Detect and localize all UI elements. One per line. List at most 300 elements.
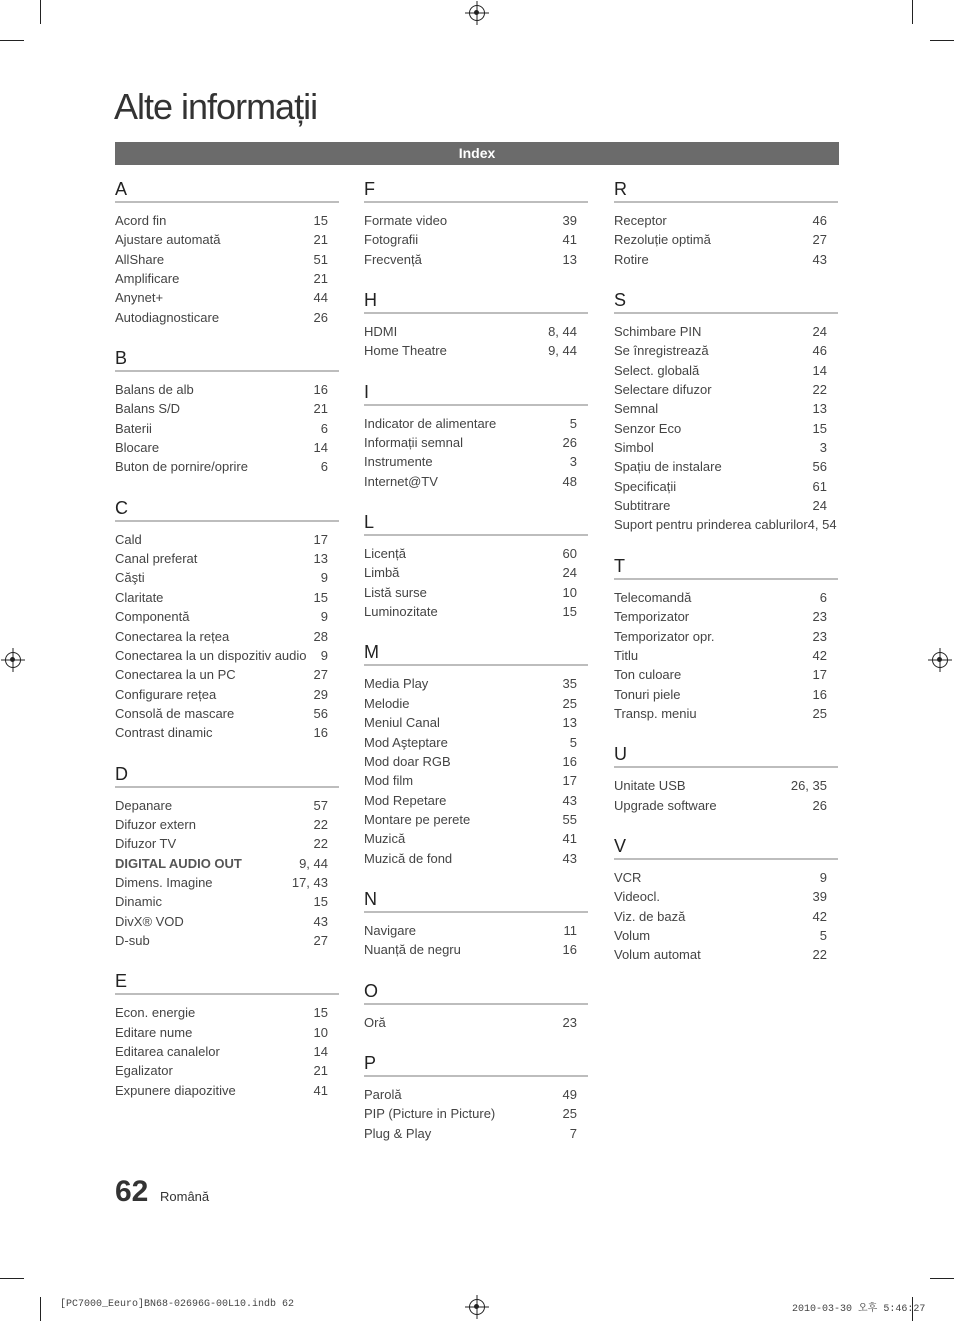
index-entry-pages: 27	[313, 667, 328, 683]
index-entry-pages: 25	[562, 695, 577, 711]
index-entry-pages: 23	[812, 609, 827, 625]
index-entry-term: Informații semnal	[364, 435, 463, 451]
index-entry-term: Senzor Eco	[614, 420, 682, 436]
index-entry-term: Editare nume	[115, 1024, 193, 1040]
index-entry	[115, 1081, 339, 1100]
index-entry	[614, 887, 838, 906]
index-entry-pages: 16	[313, 382, 328, 398]
registration-mark-icon	[932, 652, 948, 668]
index-entry-term: Mod film	[364, 773, 414, 789]
index-section	[364, 289, 588, 361]
index-entry-term: Internet@TV	[364, 473, 438, 489]
index-entry-pages: 22	[313, 816, 328, 832]
index-entry	[115, 912, 339, 931]
index-entry	[115, 685, 339, 704]
index-entry-term: Blocare	[115, 440, 160, 456]
index-entry-pages: 10	[313, 1024, 328, 1040]
index-entry-pages: 26	[562, 435, 577, 451]
index-entry-list	[115, 380, 339, 477]
index-entry-term: Editarea canalelor	[115, 1044, 220, 1059]
index-entry	[115, 211, 339, 230]
index-entry-pages: 61	[812, 478, 827, 494]
index-entry-term: Volum automat	[614, 947, 701, 963]
index-entry-list	[115, 796, 339, 951]
index-entry-pages: 11	[563, 922, 577, 938]
index-entry-pages: 17, 43	[291, 874, 328, 890]
index-entry	[115, 1003, 339, 1022]
index-entry-pages: 16	[562, 942, 577, 958]
index-banner: Index	[115, 142, 839, 165]
index-entry-pages: 21	[313, 232, 328, 248]
index-entry-term: D-sub	[115, 932, 150, 948]
index-entry	[115, 308, 339, 327]
index-entry-term: Volum	[614, 927, 651, 943]
index-letter-heading: F	[364, 178, 588, 203]
index-entry-pages: 16	[313, 725, 328, 741]
index-entry-pages: 15	[562, 604, 577, 620]
index-entry-list	[364, 674, 588, 867]
index-entry-pages: 29	[313, 686, 328, 702]
index-entry-pages: 25	[562, 1106, 577, 1122]
index-entry-term: Configurare rețea	[115, 686, 217, 702]
index-entry-pages: 9	[320, 647, 328, 663]
index-entry	[115, 549, 339, 568]
index-entry-pages: 39	[812, 889, 827, 905]
index-entry-term: Parolă	[364, 1086, 402, 1102]
index-entry	[614, 399, 838, 418]
index-entry-pages: 17	[313, 531, 328, 547]
index-entry-pages: 46	[812, 343, 827, 359]
index-entry	[364, 940, 588, 959]
index-entry-term: Frecvență	[364, 251, 422, 267]
index-entry-pages: 24	[812, 498, 827, 514]
index-entry-pages: 10	[562, 584, 577, 600]
index-entry-pages: 25	[812, 705, 827, 721]
index-section	[364, 1052, 588, 1143]
index-entry-pages: 26, 35	[790, 778, 827, 794]
index-column-1	[115, 178, 339, 1120]
index-letter-heading: V	[614, 835, 838, 860]
index-entry-term: Baterii	[115, 420, 152, 436]
index-entry	[115, 931, 339, 950]
index-entry	[364, 849, 588, 868]
index-entry	[364, 322, 588, 341]
index-entry-term: Amplificare	[115, 271, 180, 287]
index-entry-list	[614, 868, 838, 965]
index-entry	[364, 230, 588, 249]
registration-mark-icon	[469, 5, 485, 21]
index-entry	[364, 752, 588, 771]
index-entry-term: Difuzor TV	[115, 836, 177, 852]
index-entry-term: Transp. meniu	[614, 705, 697, 721]
index-entry-pages: 42	[812, 908, 827, 924]
index-entry-pages: 24	[562, 565, 577, 581]
index-entry-pages: 14	[313, 1044, 328, 1059]
index-entry-term: Conectarea la un PC	[115, 667, 236, 683]
index-entry-pages: 43	[313, 913, 328, 929]
index-entry-term: Balans S/D	[115, 401, 181, 417]
index-entry-pages: 14	[313, 440, 328, 456]
index-entry	[115, 530, 339, 549]
index-entry	[115, 588, 339, 607]
index-entry	[364, 472, 588, 491]
index-entry-term: Mod Aşteptare	[364, 734, 448, 750]
index-entry-term: Dinamic	[115, 894, 162, 910]
index-entry-term: Simbol	[614, 440, 654, 456]
index-entry-term: Receptor	[614, 213, 667, 228]
index-section	[364, 178, 588, 269]
index-entry	[364, 544, 588, 563]
index-entry-term: Selectare difuzor	[614, 382, 712, 398]
index-entry	[364, 211, 588, 230]
index-entry-term: Indicator de alimentare	[364, 415, 497, 431]
index-entry-pages: 6	[320, 420, 328, 436]
index-entry-pages: 42	[812, 647, 827, 663]
index-entry	[115, 288, 339, 307]
index-entry-pages: 60	[562, 546, 577, 562]
index-entry	[614, 477, 838, 496]
index-entry-term: Mod doar RGB	[364, 753, 451, 769]
index-entry-pages: 9, 44	[299, 855, 328, 871]
index-letter-heading: M	[364, 641, 588, 666]
index-entry-term: Rezoluție optimă	[614, 232, 711, 248]
index-letter-heading: N	[364, 888, 588, 913]
index-entry	[614, 646, 838, 665]
index-entry-pages: 13	[562, 251, 577, 267]
index-entry	[614, 361, 838, 380]
index-section	[115, 178, 339, 327]
index-entry	[614, 945, 838, 964]
index-entry-term: Conectarea la un dispozitiv audio	[115, 647, 307, 663]
index-entry-term: Subtitrare	[614, 498, 671, 514]
index-entry-term: Cald	[115, 531, 142, 547]
index-entry	[364, 810, 588, 829]
index-entry	[115, 646, 339, 665]
index-column-2	[364, 178, 588, 1163]
crop-mark	[40, 1297, 41, 1321]
index-entry-term: Montare pe perete	[364, 811, 471, 827]
index-entry-pages: 46	[812, 213, 827, 228]
index-entry	[115, 230, 339, 249]
index-entry	[364, 563, 588, 582]
index-entry-pages: 56	[812, 459, 827, 475]
index-entry-term: Ton culoare	[614, 667, 682, 683]
index-entry-term: Specificații	[614, 478, 677, 494]
index-entry-pages: 9	[819, 869, 827, 885]
index-letter-heading: L	[364, 511, 588, 536]
index-entry	[614, 907, 838, 926]
index-entry-pages: 49	[562, 1086, 577, 1102]
page-language: Română	[160, 1189, 210, 1204]
index-entry-pages: 27	[313, 932, 328, 948]
index-entry	[115, 815, 339, 834]
index-entry-pages: 48	[562, 473, 577, 489]
index-letter-heading: S	[614, 289, 838, 314]
index-entry	[115, 399, 339, 418]
index-entry-list	[364, 322, 588, 361]
index-entry	[614, 496, 838, 515]
index-entry-pages: 57	[313, 797, 328, 813]
index-letter-heading: R	[614, 178, 838, 203]
index-entry-term: Buton de pornire/oprire	[115, 459, 248, 475]
index-entry-list	[364, 1013, 588, 1032]
index-entry-term: Formate video	[364, 213, 448, 228]
index-entry-term: Econ. energie	[115, 1005, 196, 1021]
index-letter-heading: D	[115, 763, 339, 788]
index-entry-term: Anynet+	[115, 290, 164, 306]
index-entry-term: Videocl.	[614, 889, 661, 905]
index-entry-pages: 21	[313, 401, 328, 417]
index-entry-term: Se înregistrează	[614, 343, 709, 359]
index-entry	[115, 457, 339, 476]
index-entry	[364, 1104, 588, 1123]
index-entry-pages: 51	[313, 251, 328, 267]
index-entry	[115, 665, 339, 684]
index-entry-term: Navigare	[364, 922, 417, 938]
index-entry	[614, 515, 838, 534]
index-section	[115, 347, 339, 477]
index-entry	[364, 791, 588, 810]
index-entry-list	[115, 1003, 339, 1100]
index-entry	[614, 926, 838, 945]
index-entry	[364, 921, 588, 940]
index-section	[364, 511, 588, 621]
index-entry	[614, 588, 838, 607]
index-entry-pages: 15	[313, 589, 328, 605]
index-entry-pages: 6	[320, 459, 328, 475]
index-letter-heading: E	[115, 970, 339, 995]
index-entry-list	[364, 921, 588, 960]
index-entry-list	[364, 1085, 588, 1143]
index-entry	[115, 269, 339, 288]
index-entry	[614, 438, 838, 457]
index-entry-pages: 9	[320, 570, 328, 586]
index-entry-term: Căşti	[115, 570, 145, 586]
index-entry	[364, 1124, 588, 1143]
index-entry-term: Tonuri piele	[614, 686, 681, 702]
index-entry-term: PIP (Picture in Picture)	[364, 1106, 496, 1122]
index-section	[364, 641, 588, 867]
index-entry-term: Schimbare PIN	[614, 324, 702, 340]
index-entry	[614, 868, 838, 887]
index-entry	[115, 419, 339, 438]
index-entry	[115, 1042, 339, 1061]
index-entry	[115, 704, 339, 723]
index-entry	[364, 1085, 588, 1104]
index-entry-term: Muzică de fond	[364, 850, 453, 866]
index-entry	[364, 713, 588, 732]
index-entry	[614, 685, 838, 704]
index-entry	[115, 568, 339, 587]
index-entry-pages: 15	[313, 1005, 328, 1021]
index-entry-pages: 43	[812, 251, 827, 267]
crop-mark	[930, 1278, 954, 1279]
index-entry	[364, 694, 588, 713]
index-entry	[364, 583, 588, 602]
index-entry-term: Semnal	[614, 401, 659, 417]
index-entry-pages: 39	[562, 213, 577, 228]
index-entry-pages: 35	[562, 676, 577, 692]
index-entry-term: Temporizator	[614, 609, 690, 625]
index-entry	[614, 457, 838, 476]
index-entry-term: Temporizator opr.	[614, 628, 715, 644]
index-entry-pages: 5	[569, 415, 577, 431]
index-entry-term: Home Theatre	[364, 343, 447, 359]
index-entry	[614, 419, 838, 438]
index-entry-term: Mod Repetare	[364, 792, 447, 808]
index-entry-pages: 3	[819, 440, 827, 456]
index-entry-pages: 22	[812, 382, 827, 398]
index-entry	[364, 1013, 588, 1032]
index-entry-term: Viz. de bază	[614, 908, 686, 924]
page-title: Alte informații	[114, 86, 318, 127]
index-letter-heading: C	[115, 497, 339, 522]
index-entry-term: Autodiagnosticare	[115, 309, 220, 325]
index-entry-pages: 28	[313, 628, 328, 644]
index-entry-term: Luminozitate	[364, 604, 438, 620]
index-entry-pages: 41	[313, 1082, 328, 1098]
index-entry-term: Balans de alb	[115, 382, 194, 398]
index-entry-pages: 44	[313, 290, 328, 306]
index-letter-heading: H	[364, 289, 588, 314]
index-entry-pages: 17	[562, 773, 577, 789]
index-entry-pages: 5	[569, 734, 577, 750]
index-entry-term: Media Play	[364, 676, 429, 692]
index-section	[364, 888, 588, 960]
index-entry-term: Difuzor extern	[115, 816, 196, 832]
index-entry	[364, 771, 588, 790]
index-entry-pages: 16	[562, 753, 577, 769]
index-entry-pages: 21	[313, 271, 328, 287]
index-entry-term: Dimens. Imagine	[115, 874, 213, 890]
index-entry-list	[614, 322, 838, 535]
index-entry-pages: 8, 44	[548, 324, 577, 340]
index-entry-list	[614, 211, 838, 269]
index-entry-pages: 7	[569, 1125, 577, 1141]
index-entry-pages: 4, 54	[807, 517, 837, 533]
index-entry-list	[364, 544, 588, 621]
crop-mark	[912, 0, 913, 24]
index-entry-pages: 6	[819, 589, 827, 605]
index-entry-term: Rotire	[614, 251, 649, 267]
index-entry-term: Componentă	[115, 609, 190, 625]
index-entry-pages: 15	[313, 213, 328, 228]
index-entry-pages: 16	[812, 686, 827, 702]
index-entry-term: Limbă	[364, 565, 400, 581]
index-entry	[614, 322, 838, 341]
index-entry-pages: 26	[313, 309, 328, 325]
index-section	[614, 289, 838, 535]
index-letter-heading: A	[115, 178, 339, 203]
index-entry-list	[364, 414, 588, 491]
index-entry-term: Meniul Canal	[364, 715, 440, 731]
index-entry-term: HDMI	[364, 324, 398, 340]
crop-mark	[40, 0, 41, 24]
index-entry-term: VCR	[614, 869, 642, 885]
page-number: 62	[115, 1175, 149, 1208]
index-letter-heading: I	[364, 381, 588, 406]
index-entry-term: Expunere diapozitive	[115, 1082, 236, 1098]
index-entry-term: Depanare	[115, 797, 173, 813]
index-entry-pages: 13	[562, 715, 577, 731]
index-entry-term: Fotografii	[364, 232, 419, 248]
index-section	[614, 743, 838, 815]
index-entry-term: Canal preferat	[115, 551, 198, 567]
index-entry-list	[364, 211, 588, 269]
index-entry-term: Acord fin	[115, 213, 167, 228]
index-entry	[614, 607, 838, 626]
index-section	[614, 555, 838, 723]
index-letter-heading: T	[614, 555, 838, 580]
index-entry-pages: 27	[812, 232, 827, 248]
index-entry	[614, 341, 838, 360]
index-entry	[614, 665, 838, 684]
index-entry-pages: 21	[313, 1063, 328, 1079]
index-entry	[115, 1061, 339, 1080]
index-entry-pages: 22	[313, 836, 328, 852]
index-entry-pages: 55	[562, 811, 577, 827]
index-letter-heading: P	[364, 1052, 588, 1077]
index-entry	[364, 433, 588, 452]
index-entry-term: Suport pentru prinderea cablurilor	[614, 517, 808, 533]
index-entry-term: Melodie	[364, 695, 410, 711]
crop-mark	[0, 40, 24, 41]
index-entry-term: Egalizator	[115, 1063, 173, 1079]
index-entry-term: Telecomandă	[614, 589, 692, 605]
index-entry	[115, 723, 339, 742]
index-entry-pages: 41	[562, 232, 577, 248]
index-entry-pages: 3	[569, 454, 577, 470]
index-entry-pages: 22	[812, 947, 827, 963]
index-entry	[364, 829, 588, 848]
index-entry-pages: 14	[812, 362, 827, 378]
index-entry	[115, 380, 339, 399]
index-entry	[364, 733, 588, 752]
index-entry-term: Plug & Play	[364, 1125, 432, 1141]
index-entry-pages: 13	[812, 401, 827, 417]
index-letter-heading: O	[364, 980, 588, 1005]
registration-mark-icon	[5, 652, 21, 668]
index-entry-pages: 23	[812, 628, 827, 644]
index-section	[364, 980, 588, 1032]
index-entry-pages: 9, 44	[548, 343, 577, 359]
index-section	[115, 497, 339, 743]
crop-mark	[0, 1278, 24, 1279]
index-entry	[115, 892, 339, 911]
index-entry-term: Select. globală	[614, 362, 700, 378]
index-entry-list	[115, 530, 339, 743]
index-entry-pages: 56	[313, 705, 328, 721]
index-entry-term: Spațiu de instalare	[614, 459, 722, 475]
index-entry	[364, 602, 588, 621]
index-entry	[115, 854, 339, 873]
index-entry-term: Listă surse	[364, 584, 427, 600]
index-entry-term: AllShare	[115, 251, 165, 267]
index-entry	[115, 1023, 339, 1042]
crop-mark	[930, 40, 954, 41]
index-entry	[115, 873, 339, 892]
index-entry-pages: 5	[819, 927, 827, 943]
index-entry	[115, 796, 339, 815]
registration-mark-icon	[469, 1299, 485, 1315]
index-entry	[614, 776, 838, 795]
index-section	[115, 763, 339, 951]
index-entry-term: Titlu	[614, 647, 639, 663]
index-entry-pages: 13	[313, 551, 328, 567]
print-slug-datetime: 2010-03-30 오후 5:46:27	[792, 1304, 926, 1315]
index-entry-list	[614, 776, 838, 815]
index-entry-list	[115, 211, 339, 327]
